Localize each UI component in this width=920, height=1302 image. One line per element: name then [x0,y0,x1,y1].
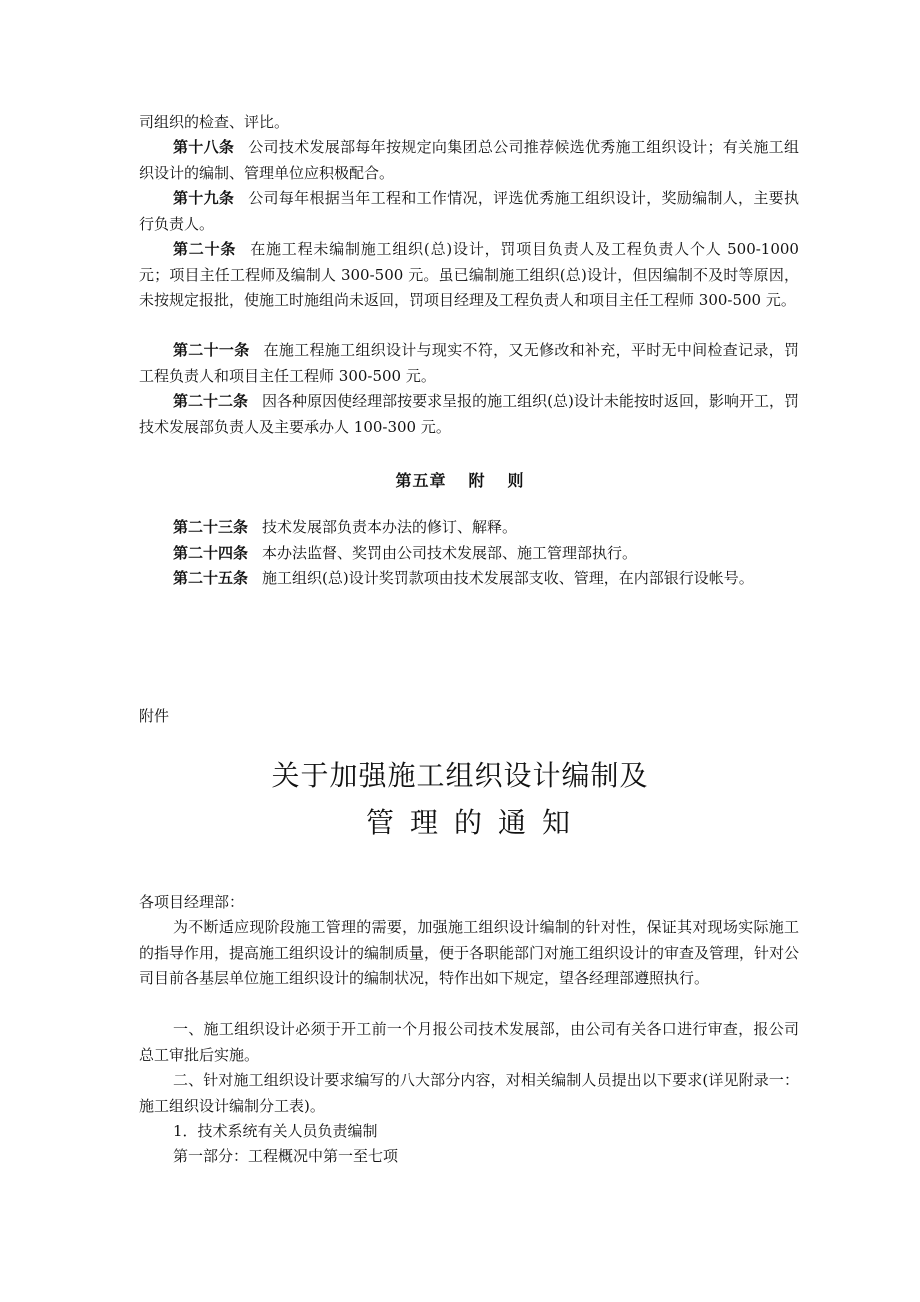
article-24 [139,541,799,567]
body-part-1: 第一部分：工程概况中第一至七项 [173,1147,399,1165]
notice-title-line-2: 管理的通知 [365,806,586,839]
chapter-heading [0,468,920,491]
notice-title-line-1: 关于加强施工组织设计编制及 [271,759,649,792]
chapter-title-char-2: 则 [507,471,525,490]
article-number: 第二十五条 [173,569,249,587]
article-18 [139,135,799,186]
article-number: 第二十条 [173,240,237,258]
body-subitem-1: 1．技术系统有关人员负责编制 [173,1122,378,1140]
article-text: 技术发展部负责本办法的修订、解释。 [262,518,518,536]
article-22 [139,389,799,440]
article-21 [139,338,799,389]
article-text: 因各种原因使经理部按要求呈报的施工组织(总)设计未能按时返回，影响开工，罚技术发展部负责人及主要承办人 100-300 元。 [139,392,799,436]
article-number: 第十八条 [173,138,235,156]
article-25 [139,566,819,592]
article-text: 公司技术发展部每年按规定向集团总公司推荐候选优秀施工组织设计；有关施工组织设计的编制、管理单位应积极配合。 [139,138,799,182]
article-text: 本办法监督、奖罚由公司技术发展部、施工管理部执行。 [262,544,638,562]
article-number: 第二十三条 [173,518,249,536]
body-paragraph-intro: 为不断适应现阶段施工管理的需要，加强施工组织设计编制的针对性，保证其对现场实际施工的指导作用，提高施工组织设计的编制质量，便于各职能部门对施工组织设计的审查及管理，针对公司目前各基层单位施工组织设计的编制状况，特作出如下规定，望各经理部遵照执行。 [139,918,800,987]
article-number: 第十九条 [173,189,235,207]
body-paragraph-item-1: 一、施工组织设计必须于开工前一个月报公司技术发展部，由公司有关各口进行审查，报公司总工审批后实施。 [139,1020,799,1064]
article-19 [139,186,799,237]
article-20 [139,237,799,314]
attachment-label: 附件 [139,707,170,725]
body-paragraph-item-2: 二、针对施工组织设计要求编写的八大部分内容，对相关编制人员提出以下要求(详见附录一：施工组织设计编制分工表)。 [139,1071,799,1115]
article-23 [139,515,799,541]
article-text: 公司每年根据当年工程和工作情况，评选优秀施工组织设计，奖励编制人，主要执行负责人。 [139,189,799,233]
article-number: 第二十四条 [173,544,249,562]
article-text: 在施工程未编制施工组织(总)设计，罚项目负责人及工程负责人个人 500-1000 元；项目主任工程师及编制人 300-500 元。虽已编制施工组织(总)设计，但因编制不及时等原因，未按规定报批，使施工时施组尚未返回，罚项目经理及工程负责人和项目主任工程师 300-500 元。 [139,240,799,309]
continued-line: 司组织的检查、评比。 [139,113,290,131]
chapter-title-char-1: 附 [468,471,486,490]
chapter-number: 第五章 [395,471,447,490]
article-text: 在施工程施工组织设计与现实不符，又无修改和补充，平时无中间检查记录，罚工程负责人和项目主任工程师 300-500 元。 [139,341,799,385]
article-number: 第二十二条 [173,392,249,410]
article-number: 第二十一条 [173,341,250,359]
salutation: 各项目经理部： [139,893,245,911]
article-text: 施工组织(总)设计奖罚款项由技术发展部支收、管理，在内部银行设帐号。 [262,569,754,587]
